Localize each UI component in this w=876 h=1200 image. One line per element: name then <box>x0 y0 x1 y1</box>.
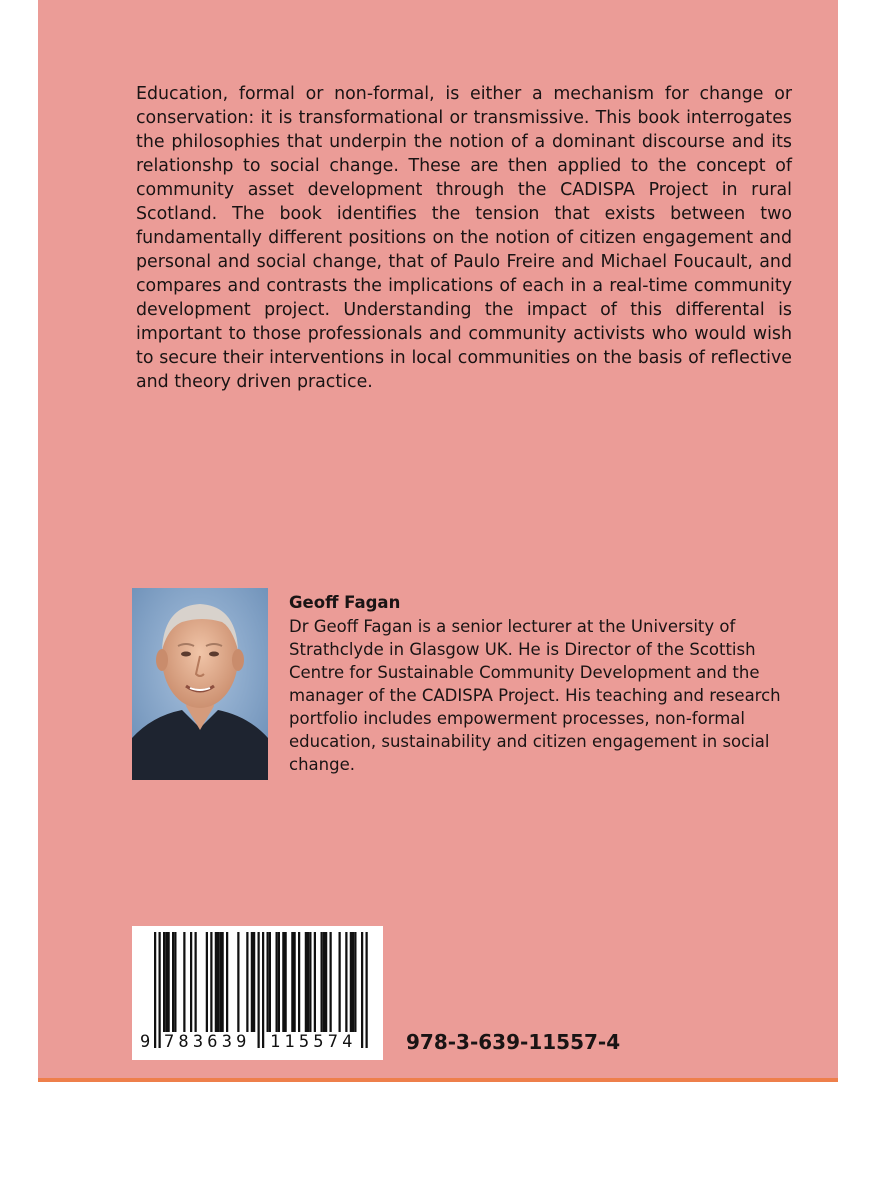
barcode-bar <box>172 932 174 1032</box>
barcode-bar <box>246 932 248 1032</box>
barcode-bar <box>159 932 161 1048</box>
barcode-bar <box>321 932 323 1032</box>
barcode-bar <box>330 932 332 1032</box>
barcode-bar <box>251 932 253 1032</box>
barcode-bar <box>298 932 300 1032</box>
barcode-bar <box>282 932 284 1032</box>
barcode-bar <box>305 932 307 1032</box>
barcode-bar <box>195 932 197 1032</box>
barcode-bar <box>323 932 325 1032</box>
barcode-bar <box>253 932 255 1032</box>
barcode-bar <box>339 932 341 1032</box>
barcode-bar <box>258 932 260 1048</box>
barcode-bar <box>354 932 356 1032</box>
barcode-bar <box>163 932 165 1032</box>
barcode-bar <box>291 932 293 1032</box>
barcode-bar <box>307 932 309 1032</box>
barcode-bar <box>314 932 316 1032</box>
barcode-bar <box>206 932 208 1032</box>
barcode-bar <box>154 932 156 1048</box>
barcode-bar <box>276 932 278 1032</box>
barcode-bar <box>294 932 296 1032</box>
barcode-bar <box>226 932 228 1032</box>
barcode-bar <box>285 932 287 1032</box>
author-bio: Dr Geoff Fagan is a senior lecturer at the University of Strathclyde in Glasgow UK. He is Director of the Scottish Centre for Sustainable Community Development and the manager of the CADISPA Project. His teaching and research portfolio includes empowerment processes, non-formal education, sustainability and citizen engagement in social change. <box>289 617 781 774</box>
barcode-bar <box>262 932 264 1048</box>
author-name: Geoff Fagan <box>289 593 401 612</box>
barcode-bar <box>183 932 185 1032</box>
barcode-bar <box>222 932 224 1032</box>
barcode-bar <box>345 932 347 1032</box>
isbn-number: 978-3-639-11557-4 <box>406 1030 621 1054</box>
barcode-bar <box>366 932 368 1048</box>
barcode-bar <box>325 932 327 1032</box>
barcode-bar <box>165 932 167 1032</box>
barcode-bar <box>237 932 239 1032</box>
barcode-bar <box>352 932 354 1032</box>
barcode-right-digits: 115574 <box>270 1032 357 1052</box>
barcode-bar <box>278 932 280 1032</box>
barcode-bar <box>269 932 271 1032</box>
barcode-bar <box>267 932 269 1032</box>
barcode-bar <box>210 932 212 1032</box>
barcode-bar <box>361 932 363 1048</box>
barcode-bar <box>350 932 352 1032</box>
barcode-bar <box>217 932 219 1032</box>
barcode <box>132 926 383 1060</box>
barcode-bar <box>174 932 176 1032</box>
barcode-left-digits: 783639 <box>164 1032 251 1052</box>
barcode-bar <box>168 932 170 1032</box>
barcode-bar <box>215 932 217 1032</box>
book-blurb: Education, formal or non-formal, is either a mechanism for change or conservation: it is transformational or transmissive. This book interrogates the philosophies that underpin the notion of a dominant discourse and its relationshp to social change. These are then applied to the concept of community asset development through the CADISPA Project in rural Scotland. The book identifies the tension that exists between two fundamentally different positions on the notion of citizen engagement and personal and social change, that of Paulo Freire and Michael Foucault, and compares and contrasts the implications of each in a real-time community development project. Understanding the impact of this differental is important to those professionals and community activists who would wish to secure their interventions in local communities on the basis of reflective and theory driven practice. <box>136 84 792 392</box>
author-photo <box>132 588 268 780</box>
barcode-bar <box>219 932 221 1032</box>
barcode-digits <box>132 1032 383 1054</box>
barcode-bar <box>190 932 192 1032</box>
accent-line <box>38 1078 838 1082</box>
barcode-lead-digit: 9 <box>140 1032 151 1052</box>
barcode-bar <box>309 932 311 1032</box>
